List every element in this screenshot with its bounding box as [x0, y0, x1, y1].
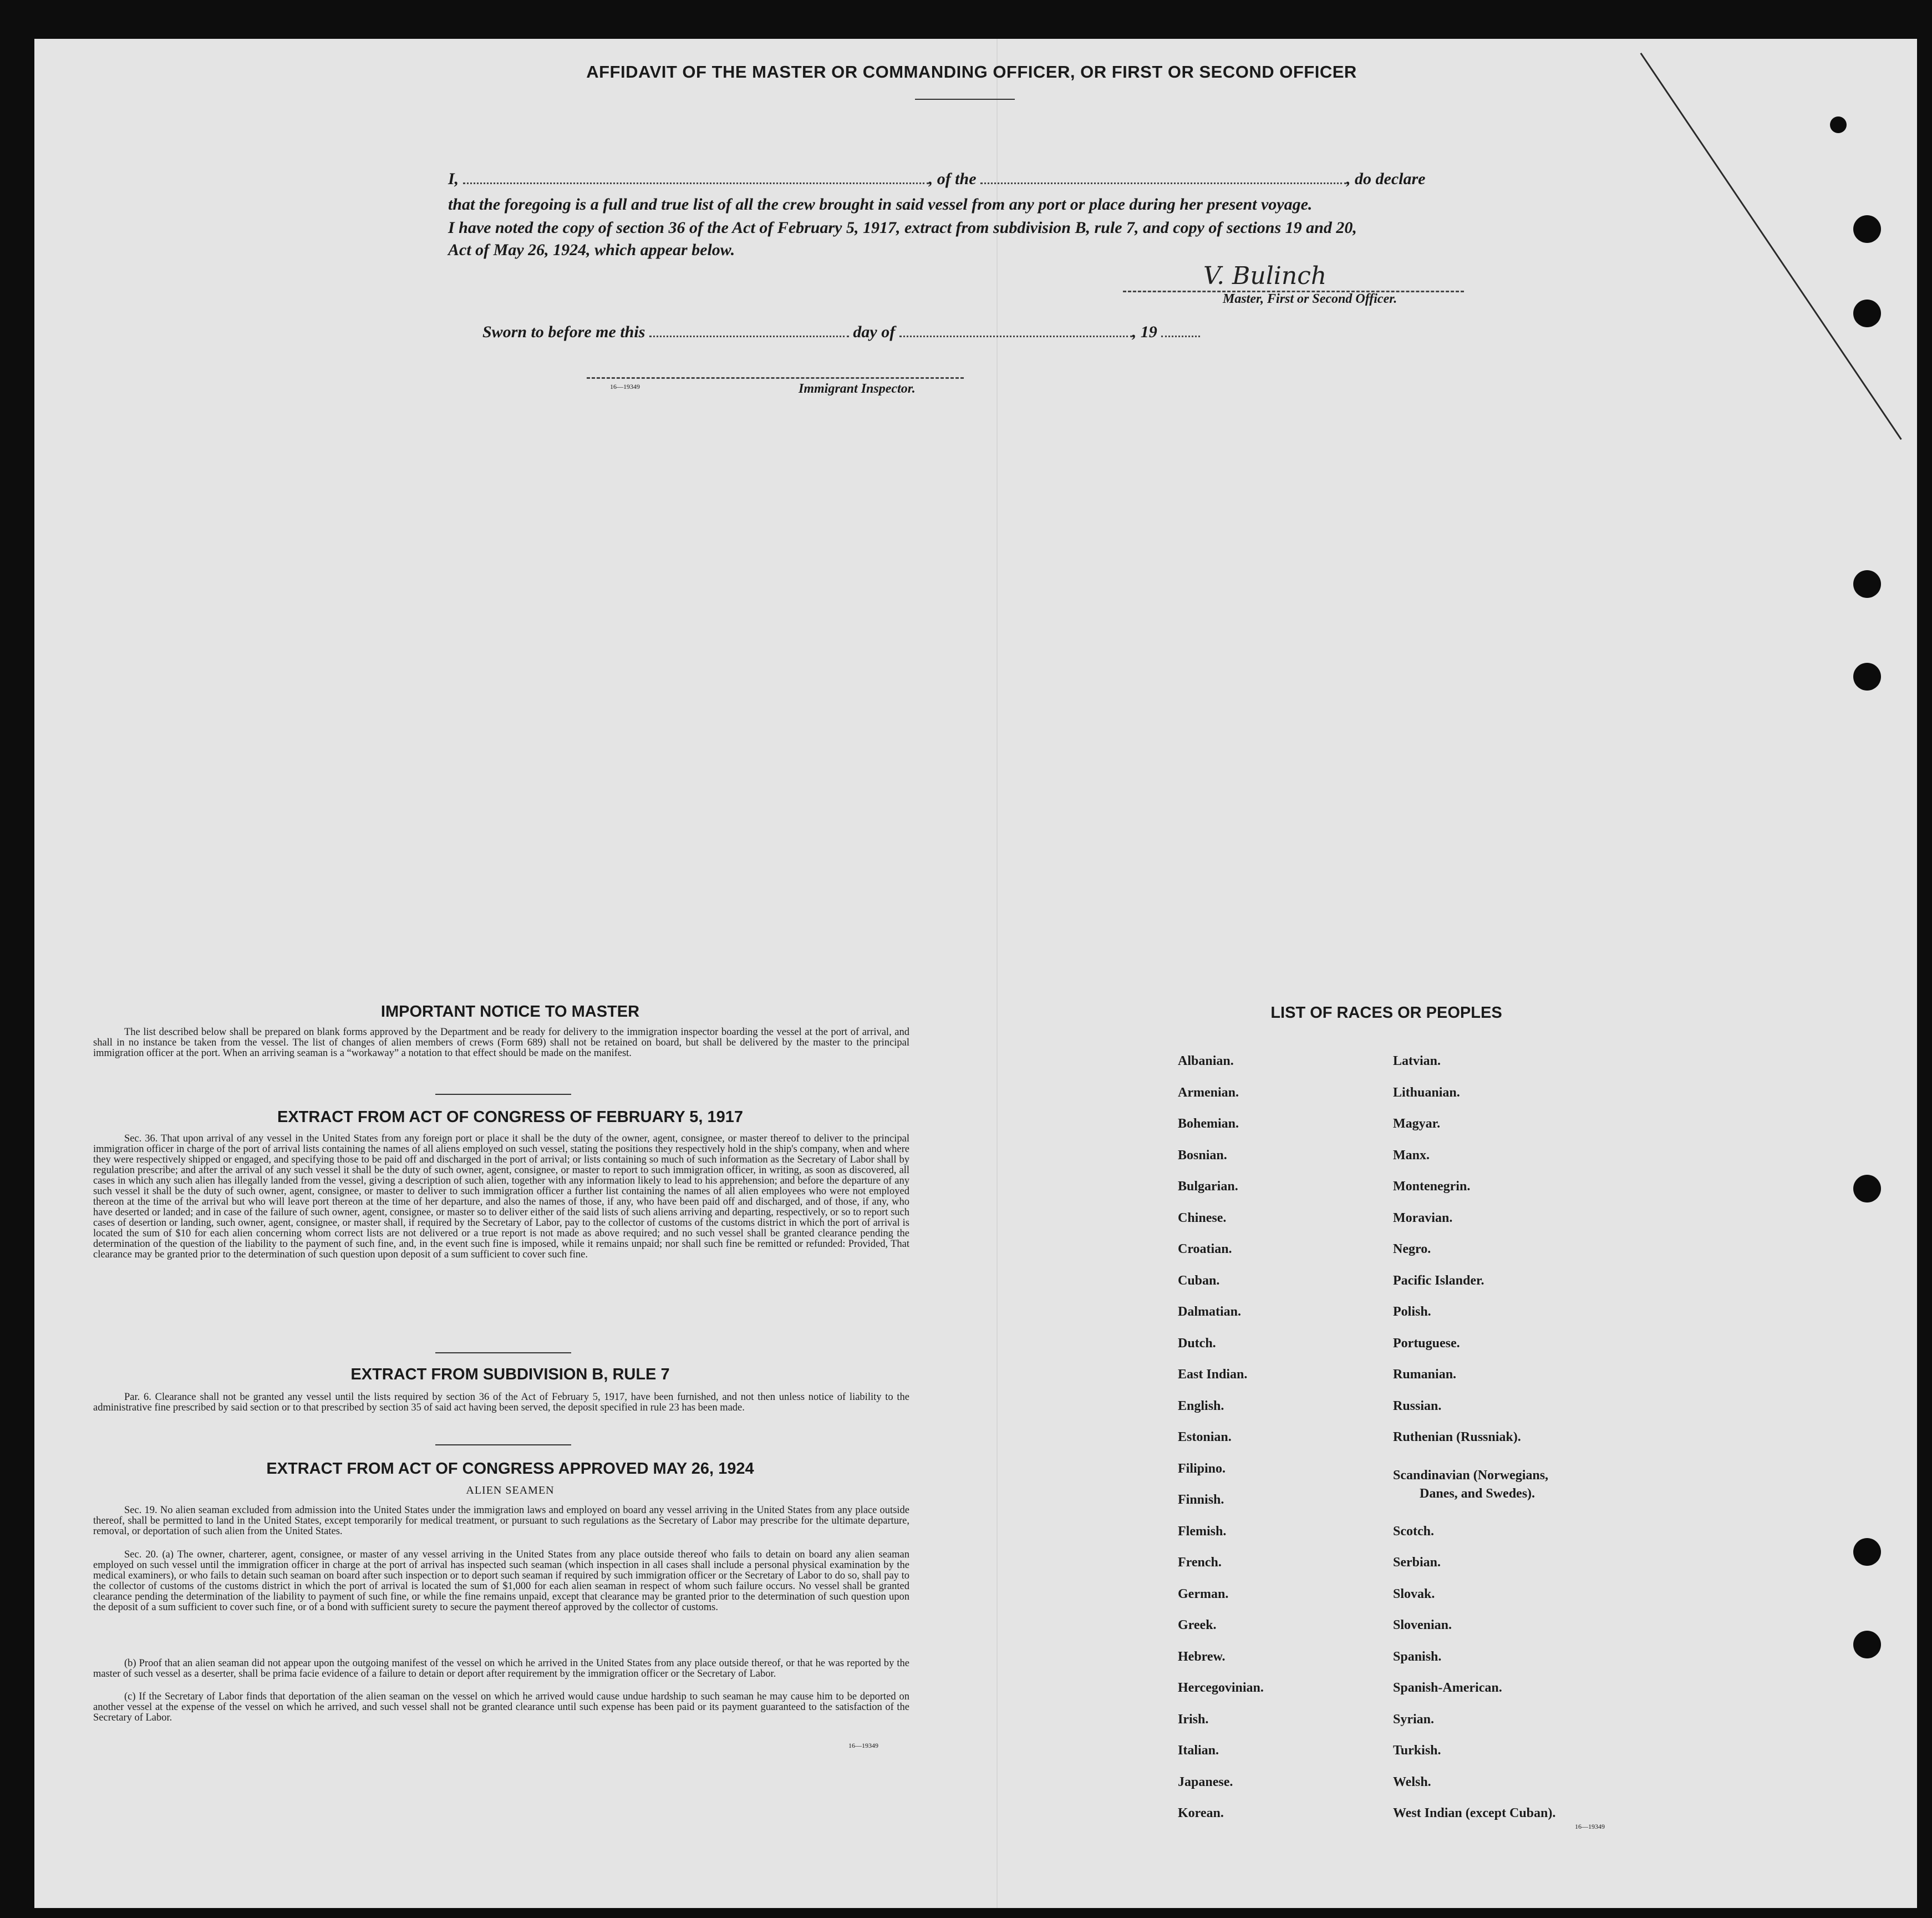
- race-right: Spanish-American.: [1393, 1681, 1502, 1695]
- race-right: Rumanian.: [1393, 1367, 1457, 1382]
- title-divider: [915, 99, 1015, 100]
- punch-hole: [1853, 663, 1881, 691]
- punch-hole: [1853, 300, 1881, 327]
- rule7-title: EXTRACT FROM SUBDIVISION B, RULE 7: [350, 1366, 670, 1383]
- extract-1924-title: EXTRACT FROM ACT OF CONGRESS APPROVED MAY 26, 1924: [266, 1460, 754, 1478]
- sec20b-body: (b) Proof that an alien seaman did not appear upon the outgoing manifest of the vessel on which he arrived in the United States from any place outside thereof, or that he was reported by the master of such vessel as a deserter, shall be prima facie evidence of a failure to detain or deport after requirement by the immigration officer or the Secretary of Labor.: [93, 1658, 909, 1679]
- race-right: Latvian.: [1393, 1054, 1441, 1068]
- extract-1917-title: EXTRACT FROM ACT OF CONGRESS OF FEBRUARY 5, 1917: [277, 1108, 744, 1126]
- day-of-label: day of: [853, 323, 896, 341]
- race-right: Magyar.: [1393, 1117, 1441, 1131]
- race-right: Manx.: [1393, 1148, 1430, 1163]
- form-number-bottom-left: 16—19349: [848, 1742, 878, 1749]
- race-left: Irish.: [1178, 1712, 1209, 1727]
- sec19-body: Sec. 19. No alien seaman excluded from admission into the United States under the immigration laws and employed on board any vessel arriving in the United States from any place outside thereof, shall be permitted to land in the United States, except temporarily for medical treatment, or pursuant to such regulations as the Secretary of Labor may prescribe for the ultimate departure, removal, or deportation of such alien from the United States.: [93, 1505, 909, 1537]
- race-left: Flemish.: [1178, 1524, 1227, 1539]
- race-left: Greek.: [1178, 1618, 1217, 1632]
- affidavit-line3: I have noted the copy of section 36 of the Act of February 5, 1917, extract from subdivision B, rule 7, and copy of sections 19 and 20,: [448, 219, 1357, 237]
- vessel-blank: [980, 182, 1346, 184]
- race-left: East Indian.: [1178, 1367, 1248, 1382]
- punch-hole: [1830, 116, 1847, 133]
- race-left: Dalmatian.: [1178, 1305, 1241, 1319]
- day-blank: [649, 336, 849, 337]
- extract-1917-divider: [435, 1352, 571, 1353]
- punch-hole: [1853, 1538, 1881, 1566]
- form-number-bottom-right: 16—19349: [1575, 1823, 1605, 1830]
- sec20c-body: (c) If the Secretary of Labor finds that deportation of the alien seaman on the vessel on which he arrived would cause undue hardship to such seaman he may cause him to be deported on another vessel at the expense of the vessel on which he arrived, and such vessel shall not be granted clearance until such expense has been paid or its payment guaranteed to the satisfaction of the Secretary of Labor.: [93, 1691, 909, 1723]
- affidavit-line4: Act of May 26, 1924, which appear below.: [448, 241, 735, 259]
- race-left: Finnish.: [1178, 1493, 1224, 1507]
- race-right: Turkish.: [1393, 1743, 1441, 1758]
- race-right: Polish.: [1393, 1305, 1431, 1319]
- affidavit-line2: that the foregoing is a full and true list of all the crew brought in said vessel from any port or place during her present voyage.: [448, 195, 1313, 214]
- race-left: Hebrew.: [1178, 1650, 1226, 1664]
- race-right: Montenegrin.: [1393, 1179, 1471, 1194]
- race-right: West Indian (except Cuban).: [1393, 1806, 1556, 1820]
- race-right: Scotch.: [1393, 1524, 1434, 1539]
- race-right: Spanish.: [1393, 1650, 1442, 1664]
- affidavit-title: AFFIDAVIT OF THE MASTER OR COMMANDING OFFICER, OR FIRST OR SECOND OFFICER: [586, 62, 1357, 82]
- races-title: LIST OF RACES OR PEOPLES: [1270, 1004, 1502, 1022]
- race-right: Scandinavian (Norwegians,: [1393, 1468, 1549, 1483]
- race-right: Serbian.: [1393, 1555, 1441, 1570]
- race-right: Pacific Islander.: [1393, 1273, 1484, 1288]
- form-number-top: 16—19349: [610, 383, 640, 390]
- race-right: Moravian.: [1393, 1211, 1453, 1225]
- notice-title: IMPORTANT NOTICE TO MASTER: [380, 1003, 640, 1021]
- of-the-label: , of the: [928, 170, 977, 188]
- race-left: Bohemian.: [1178, 1117, 1239, 1131]
- race-left: Hercegovinian.: [1178, 1681, 1264, 1695]
- alien-seamen-subtitle: ALIEN SEAMEN: [466, 1484, 555, 1496]
- race-left: Korean.: [1178, 1806, 1224, 1820]
- race-right: Syrian.: [1393, 1712, 1435, 1727]
- race-right: Negro.: [1393, 1242, 1431, 1256]
- sworn-label: Sworn to before me this: [482, 323, 645, 341]
- punch-hole: [1853, 1631, 1881, 1658]
- race-left: Italian.: [1178, 1743, 1219, 1758]
- race-left: English.: [1178, 1399, 1224, 1413]
- race-right: Portuguese.: [1393, 1336, 1460, 1351]
- affidavit-line1: [448, 166, 1502, 192]
- i-label: I,: [448, 170, 459, 188]
- race-left: Chinese.: [1178, 1211, 1227, 1225]
- rule7-divider: [435, 1444, 571, 1445]
- punch-hole: [1853, 215, 1881, 243]
- race-right: Slovak.: [1393, 1587, 1435, 1601]
- race-left: Dutch.: [1178, 1336, 1216, 1351]
- sec20a-body: Sec. 20. (a) The owner, charterer, agent, consignee, or master of any vessel arriving in the United States from any place outside thereof who fails to detain on board any alien seaman employed on such vessel until the immigration officer in charge at the port of arrival has inspected such seaman (which inspection in all cases shall include a personal physical examination by the medical examiners), or who fails to detain such seaman on board after such inspection or to deport such seaman if required by such immigration officer or the Secretary of Labor to do so, shall pay to the collector of customs of the customs district in which the port of arrival is located the sum of $1,000 for each alien seaman in respect of whom such failure occurs. No vessel shall be granted clearance pending the determination of the liability to payment of such fine, or while the fine remains unpaid, except that clearance may be granted prior to the determination of such question upon the deposit of a sum sufficient to cover such fine, or of a bond with sufficient surety to secure the payment thereof approved by the collector of customs.: [93, 1549, 909, 1613]
- race-left: Albanian.: [1178, 1054, 1234, 1068]
- sworn-line: [482, 319, 1200, 345]
- do-declare-label: , do declare: [1346, 170, 1426, 188]
- race-right: Lithuanian.: [1393, 1085, 1460, 1100]
- inspector-label: Immigrant Inspector.: [799, 382, 916, 396]
- race-left: Estonian.: [1178, 1430, 1232, 1444]
- race-left: Filipino.: [1178, 1462, 1226, 1476]
- race-left: Japanese.: [1178, 1775, 1233, 1789]
- year-blank: [1161, 336, 1200, 337]
- race-left: Armenian.: [1178, 1085, 1239, 1100]
- month-blank: [899, 336, 1132, 337]
- race-right: Ruthenian (Russniak).: [1393, 1430, 1521, 1444]
- signature-caption: Master, First or Second Officer.: [1223, 292, 1397, 306]
- punch-hole: [1853, 1175, 1881, 1202]
- race-right: Slovenian.: [1393, 1618, 1452, 1632]
- race-left: Croatian.: [1178, 1242, 1232, 1256]
- year-label: , 19: [1132, 323, 1157, 341]
- race-left: French.: [1178, 1555, 1222, 1570]
- race-right: Russian.: [1393, 1399, 1442, 1413]
- race-right: Welsh.: [1393, 1775, 1431, 1789]
- race-right: Danes, and Swedes).: [1420, 1486, 1536, 1501]
- notice-body: The list described below shall be prepared on blank forms approved by the Department and be ready for delivery to the immigration inspector boarding the vessel at the port of arrival, and shall in no instance be taken from the vessel. The list of changes of alien members of crews (Form 689) shall not be retained on board, but shall be delivered by the master to the principal immigration officer at the port. When an arriving seaman is a “workaway” a notation to that effect should be made on the manifest.: [93, 1027, 909, 1059]
- race-left: German.: [1178, 1587, 1229, 1601]
- name-blank: [463, 182, 929, 184]
- inspector-line: [587, 377, 964, 379]
- master-signature: V. Bulinch: [1203, 262, 1327, 290]
- rule7-body: Par. 6. Clearance shall not be granted any vessel until the lists required by section 36 of the Act of February 5, 1917, have been furnished, and not then unless notice of liability to the administrative fine prescribed by said section or to that prescribed by section 35 of said act having been served, the deposit specified in rule 23 has been made.: [93, 1392, 909, 1413]
- race-left: Bulgarian.: [1178, 1179, 1238, 1194]
- punch-hole: [1853, 570, 1881, 598]
- notice-divider: [435, 1094, 571, 1095]
- extract-1917-body: Sec. 36. That upon arrival of any vessel in the United States from any foreign port or place it shall be the duty of the owner, agent, consignee, or master thereof to deliver to the principal immigration officer in charge of the port of arrival lists containing the names of all aliens employed on such vessel, stating the positions they respectively hold in the ship's company, when and where they were respectively shipped or engaged, and specifying those to be paid off and discharged in the port of arrival; or lists containing so much of such information as the Secretary of Labor shall by regulation prescribe; and after the arrival of any such vessel it shall be the duty of such owner, agent, consignee, or master to report to such immigration officer, in writing, as soon as discovered, all cases in which any such alien has illegally landed from the vessel, giving a description of such alien, together with any information likely to lead to his apprehension; and before the departure of any such vessel it shall be the duty of such owner, agent, consignee, or master to deliver to such immigration officer a further list containing the names of all alien employees who were not employed thereon at the time of the arrival but who will leave port thereon at the time of her departure, and also the names of those, if any, who have been paid off and discharged, and of those, if any, who have deserted or landed; and in case of the failure of such owner, agent, consignee, or master so to deliver either of the said lists of such aliens arriving and departing, respectively, or so to report such cases of desertion or landing, such owner, agent, consignee, or master shall, if required by the Secretary of Labor, pay to the collector of customs of the customs district in which the port of arrival is located the sum of $10 for each alien concerning whom correct lists are not delivered or a true report is not made as above required; and no such vessel shall be granted clearance pending the determination of the question of the liability to the payment of such fine, and, in the event such fine is imposed, while it remains unpaid; nor shall such fine be remitted or refunded: Provided, That clearance may be granted prior to the determination of such question upon deposit of a sum sufficient to cover such fine.: [93, 1133, 909, 1260]
- race-left: Cuban.: [1178, 1273, 1220, 1288]
- race-left: Bosnian.: [1178, 1148, 1227, 1163]
